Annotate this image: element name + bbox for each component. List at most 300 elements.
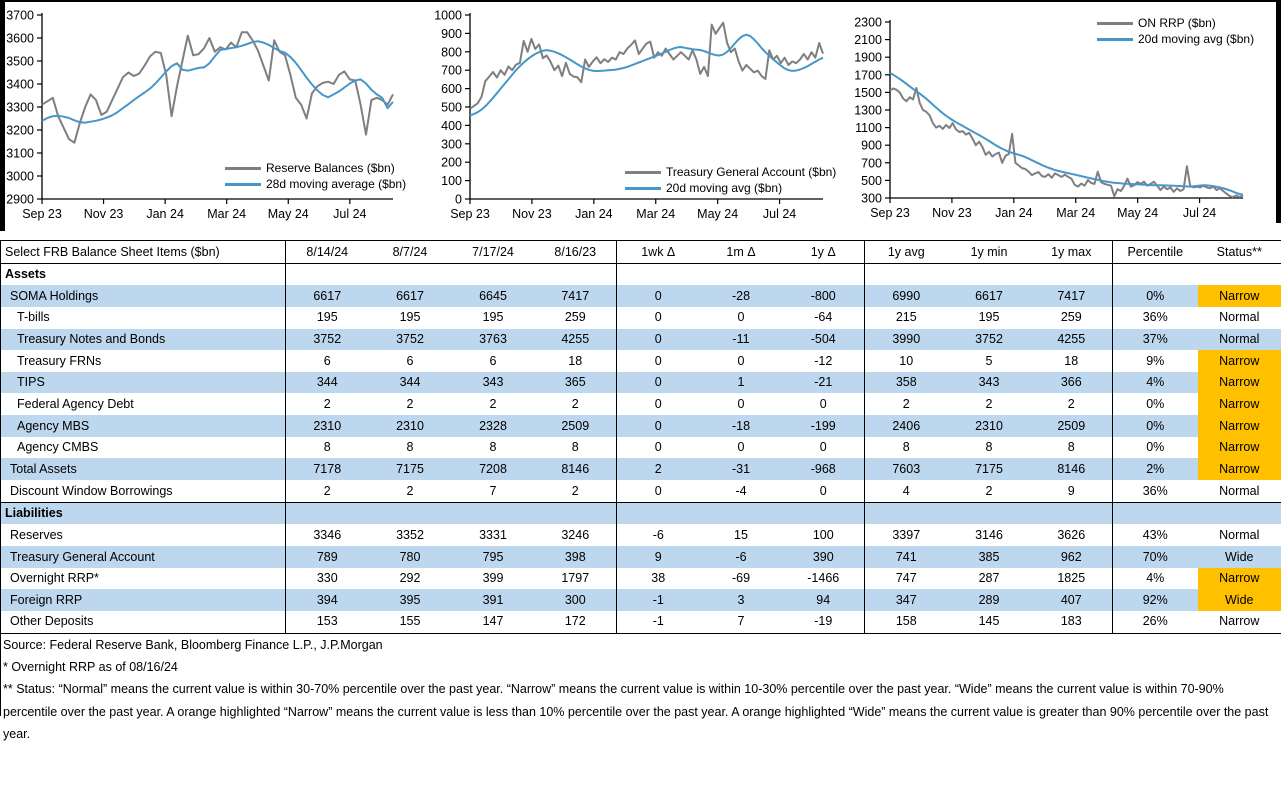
y-tick-label: 1500: [854, 85, 882, 100]
x-tick-label: Jul 24: [1182, 206, 1217, 220]
value-cell: -1: [617, 589, 700, 611]
footnote-left-border: [0, 630, 1, 716]
value-cell: 2: [286, 393, 369, 415]
status-cell: Narrow: [1198, 415, 1281, 437]
chart-legend: [1097, 15, 1254, 47]
table-row: [1, 393, 1281, 415]
value-cell: 147: [482, 614, 504, 629]
y-tick-label: 2900: [6, 192, 34, 207]
value-cell: 398: [564, 549, 586, 564]
value-cell: 37%: [1113, 329, 1198, 351]
legend-label: Reserve Balances ($bn): [266, 161, 395, 175]
x-tick-label: Nov 23: [932, 206, 972, 220]
status-cell: Narrow: [1198, 285, 1281, 307]
legend-line-swatch: [625, 171, 661, 174]
value-cell: 390: [812, 549, 834, 564]
row-label-cell: Overnight RRP*: [10, 571, 99, 586]
value-cell: 259: [564, 310, 586, 325]
value-cell: -19: [814, 614, 833, 629]
y-tick-label: 0: [455, 192, 462, 207]
value-cell: 8: [865, 437, 948, 459]
value-cell: 0: [617, 372, 700, 394]
series-line-blue: [42, 41, 393, 122]
value-cell: 15: [734, 527, 748, 542]
legend-label: 20d moving avg ($bn): [1138, 32, 1255, 46]
y-tick-label: 500: [441, 100, 462, 115]
table-row: [1, 546, 1281, 568]
value-cell: 0%: [1113, 415, 1198, 437]
x-tick-label: Sep 23: [870, 206, 910, 220]
value-cell: 7417: [561, 288, 590, 303]
status-cell: Normal: [1219, 310, 1260, 325]
table-row: [1, 568, 1281, 590]
value-cell: -4: [735, 483, 747, 498]
value-cell: 747: [865, 568, 948, 590]
y-tick-label: 500: [861, 173, 882, 188]
x-tick-label: May 24: [267, 207, 309, 221]
value-cell: 300: [564, 592, 586, 607]
value-cell: 92%: [1113, 589, 1198, 611]
value-cell: 2406: [865, 415, 948, 437]
value-cell: 962: [1060, 549, 1082, 564]
value-cell: 195: [286, 307, 369, 329]
y-tick-label: 700: [441, 63, 462, 78]
value-cell: -18: [731, 418, 751, 433]
value-cell: [369, 502, 452, 524]
value-cell: [1113, 263, 1198, 285]
y-tick-label: 300: [441, 137, 462, 152]
value-cell: 344: [399, 375, 421, 390]
value-cell: 6990: [865, 285, 948, 307]
value-cell: 2: [1067, 397, 1075, 412]
y-tick-label: 3200: [6, 123, 34, 138]
y-tick-label: 1300: [854, 103, 882, 118]
value-cell: 395: [399, 592, 421, 607]
value-cell: 43%: [1113, 524, 1198, 546]
value-cell: 2509: [561, 418, 590, 433]
value-cell: -504: [810, 332, 836, 347]
value-cell: [617, 502, 700, 524]
value-cell: 292: [399, 571, 421, 586]
balance-sheet-table-wrap: [0, 240, 1281, 634]
table-row: [1, 285, 1281, 307]
status-cell: Narrow: [1198, 350, 1281, 372]
x-tick-label: Sep 23: [450, 207, 490, 221]
value-cell: 7175: [975, 461, 1003, 476]
value-cell: 4%: [1113, 372, 1198, 394]
value-cell: 153: [286, 611, 369, 633]
status-definition-footnote: ** Status: “Normal” means the current value is within 30-70% percentile over the past year. “Narrow” means the current value is within 10-30% percentile over the past year. “Wide” means the current value is within 70-90% percentile over the past year. A orange highlighted “Narrow” means the current value is less than 10% percentile over the past year. A orange highlighted “Wide” means the current value is greater than 90% percentile over the past year.: [3, 682, 1269, 741]
value-cell: 195: [978, 310, 1000, 325]
column-header: Percentile: [1113, 241, 1198, 264]
value-cell: 7208: [479, 461, 507, 476]
status-cell: Wide: [1225, 549, 1254, 564]
value-cell: [700, 502, 783, 524]
legend-item: [225, 160, 406, 176]
value-cell: 0: [737, 397, 745, 412]
chart-legend: [225, 160, 406, 192]
value-cell: [948, 263, 1031, 285]
value-cell: [452, 263, 535, 285]
column-header: 1wk Δ: [617, 241, 700, 264]
legend-line-swatch: [225, 183, 261, 186]
table-title: Select FRB Balance Sheet Items ($bn): [1, 241, 286, 264]
series-line-gray: [470, 23, 823, 109]
value-cell: 9: [1067, 483, 1075, 498]
legend-line-swatch: [1097, 38, 1133, 41]
y-tick-label: 200: [441, 155, 462, 170]
column-header: 1y max: [1031, 241, 1113, 264]
value-cell: 36%: [1113, 307, 1198, 329]
row-label-cell: SOMA Holdings: [10, 288, 99, 303]
value-cell: 183: [1060, 614, 1082, 629]
value-cell: [700, 263, 783, 285]
legend-label: Treasury General Account ($bn): [666, 165, 837, 179]
value-cell: 795: [482, 549, 504, 564]
value-cell: 2310: [975, 418, 1003, 433]
table-row: [1, 502, 1281, 524]
value-cell: 0: [819, 483, 827, 498]
status-cell: Normal: [1219, 527, 1260, 542]
status-cell: Narrow: [1198, 393, 1281, 415]
y-tick-label: 3000: [6, 169, 34, 184]
value-cell: -968: [810, 461, 836, 476]
value-cell: 3763: [479, 332, 507, 347]
value-cell: 287: [978, 571, 1000, 586]
value-cell: 6617: [286, 285, 369, 307]
value-cell: 36%: [1113, 480, 1198, 502]
value-cell: 2: [489, 397, 497, 412]
value-cell: 2%: [1113, 458, 1198, 480]
value-cell: 3752: [286, 329, 369, 351]
y-tick-label: 2100: [854, 33, 882, 48]
value-cell: 26%: [1113, 611, 1198, 633]
table-row: [1, 589, 1281, 611]
value-cell: [452, 502, 535, 524]
value-cell: 94: [816, 592, 831, 607]
table-row: [1, 329, 1281, 351]
value-cell: [783, 502, 865, 524]
row-label-cell: Other Deposits: [10, 614, 94, 629]
column-header: 7/17/24: [452, 241, 535, 264]
table-row: [1, 524, 1281, 546]
value-cell: 2310: [286, 415, 369, 437]
treasury-general-account-chart: [430, 0, 860, 240]
y-tick-label: 300: [861, 191, 882, 206]
value-cell: 344: [286, 372, 369, 394]
value-cell: 2: [286, 480, 369, 502]
value-cell: 172: [564, 614, 586, 629]
y-tick-label: 3400: [6, 77, 34, 92]
value-cell: 4255: [561, 332, 590, 347]
table-header-row: [1, 241, 1281, 264]
value-cell: 391: [482, 592, 504, 607]
value-cell: [1031, 263, 1113, 285]
value-cell: 741: [865, 546, 948, 568]
value-cell: -12: [814, 353, 833, 368]
row-label-cell: Agency CMBS: [17, 440, 99, 455]
value-cell: 0%: [1113, 285, 1198, 307]
value-cell: -6: [735, 549, 747, 564]
x-tick-label: May 24: [1117, 206, 1159, 220]
value-cell: 7175: [396, 461, 424, 476]
legend-line-swatch: [225, 167, 261, 170]
value-cell: 6: [489, 353, 497, 368]
column-header: 8/7/24: [369, 241, 452, 264]
value-cell: 9: [617, 546, 700, 568]
value-cell: 780: [399, 549, 421, 564]
value-cell: [535, 502, 617, 524]
value-cell: 366: [1060, 375, 1082, 390]
legend-item: [625, 164, 836, 180]
y-tick-label: 900: [441, 26, 462, 41]
value-cell: 8: [489, 440, 497, 455]
status-cell: [1198, 502, 1281, 524]
status-cell: Narrow: [1198, 372, 1281, 394]
value-cell: 3331: [479, 527, 507, 542]
legend-item: [625, 180, 836, 196]
value-cell: 3346: [286, 524, 369, 546]
value-cell: 0: [617, 480, 700, 502]
value-cell: [1113, 502, 1198, 524]
value-cell: 18: [1064, 353, 1079, 368]
value-cell: 0%: [1113, 393, 1198, 415]
value-cell: 195: [399, 310, 421, 325]
chart-plot-0: [0, 0, 430, 240]
table-row: [1, 458, 1281, 480]
value-cell: 0: [737, 353, 745, 368]
row-label-cell: Discount Window Borrowings: [10, 483, 173, 498]
value-cell: 0: [737, 310, 745, 325]
value-cell: -21: [814, 375, 833, 390]
y-tick-label: 3300: [6, 100, 34, 115]
value-cell: 330: [286, 568, 369, 590]
x-tick-label: Mar 24: [207, 207, 247, 221]
value-cell: 6645: [479, 288, 507, 303]
value-cell: 3990: [865, 329, 948, 351]
x-tick-label: Mar 24: [636, 207, 676, 221]
value-cell: -11: [732, 332, 750, 347]
status-cell: Normal: [1219, 332, 1260, 347]
value-cell: 289: [978, 592, 1000, 607]
value-cell: -199: [810, 418, 836, 433]
x-tick-label: Nov 23: [512, 207, 552, 221]
y-tick-label: 3500: [6, 54, 34, 69]
value-cell: 2: [571, 483, 579, 498]
value-cell: 5: [985, 353, 993, 368]
y-tick-label: 3600: [6, 31, 34, 46]
value-cell: 0: [617, 307, 700, 329]
y-tick-label: 100: [441, 174, 462, 189]
value-cell: 2: [617, 458, 700, 480]
column-header: 1m Δ: [700, 241, 783, 264]
value-cell: 6: [286, 350, 369, 372]
value-cell: 0: [617, 437, 700, 459]
value-cell: 4%: [1113, 568, 1198, 590]
value-cell: -1: [617, 611, 700, 633]
value-cell: 1825: [1057, 571, 1086, 586]
value-cell: 0: [617, 285, 700, 307]
table-row: [1, 307, 1281, 329]
y-tick-label: 1900: [854, 50, 882, 65]
value-cell: 2: [406, 397, 414, 412]
value-cell: 3: [737, 592, 745, 607]
value-cell: 7: [737, 614, 745, 629]
series-line-gray: [42, 32, 393, 142]
value-cell: 343: [978, 375, 1000, 390]
value-cell: 385: [978, 549, 1000, 564]
value-cell: 789: [286, 546, 369, 568]
status-cell: Normal: [1219, 483, 1260, 498]
value-cell: 2310: [396, 418, 424, 433]
legend-label: ON RRP ($bn): [1138, 16, 1216, 30]
column-header: 8/14/24: [286, 241, 369, 264]
row-label-cell: Foreign RRP: [10, 592, 83, 607]
row-label-cell: Federal Agency Debt: [17, 397, 134, 412]
value-cell: 8: [571, 440, 579, 455]
value-cell: 259: [1060, 310, 1082, 325]
value-cell: 2328: [479, 418, 507, 433]
value-cell: 18: [568, 353, 583, 368]
value-cell: [948, 502, 1031, 524]
row-label-cell: Treasury FRNs: [17, 353, 102, 368]
value-cell: 2: [865, 393, 948, 415]
value-cell: 343: [482, 375, 504, 390]
legend-line-swatch: [625, 187, 661, 190]
y-tick-label: 3100: [6, 146, 34, 161]
value-cell: [783, 263, 865, 285]
value-cell: [1031, 502, 1113, 524]
value-cell: 215: [865, 307, 948, 329]
value-cell: -800: [810, 288, 836, 303]
balance-sheet-table: [0, 240, 1281, 634]
on-rrp-chart: [850, 0, 1281, 240]
column-header: 1y avg: [865, 241, 948, 264]
y-tick-label: 1700: [854, 68, 882, 83]
column-header: 1y min: [948, 241, 1031, 264]
y-tick-label: 600: [441, 82, 462, 97]
legend-line-swatch: [1097, 22, 1133, 25]
legend-item: [225, 176, 406, 192]
value-cell: 4255: [1057, 332, 1086, 347]
legend-label: 28d moving average ($bn): [266, 177, 407, 191]
table-row: [1, 263, 1281, 285]
value-cell: 8: [286, 437, 369, 459]
value-cell: [865, 263, 948, 285]
value-cell: -6: [617, 524, 700, 546]
value-cell: 70%: [1113, 546, 1198, 568]
x-tick-label: Jan 24: [575, 207, 613, 221]
table-row: [1, 415, 1281, 437]
value-cell: 6617: [396, 288, 424, 303]
value-cell: 7417: [1057, 288, 1086, 303]
value-cell: 100: [812, 527, 834, 542]
value-cell: [369, 263, 452, 285]
row-label-cell: Agency MBS: [17, 418, 90, 433]
chart-plot-1: [430, 0, 860, 240]
y-tick-label: 900: [861, 138, 882, 153]
value-cell: 347: [865, 589, 948, 611]
row-label-cell: TIPS: [17, 375, 45, 390]
row-label-cell: Reserves: [10, 527, 63, 542]
y-tick-label: 3700: [6, 8, 34, 23]
value-cell: 195: [482, 310, 504, 325]
value-cell: 407: [1060, 592, 1082, 607]
x-tick-label: Sep 23: [22, 207, 62, 221]
value-cell: 3146: [975, 527, 1003, 542]
table-row: [1, 611, 1281, 633]
value-cell: 7: [489, 483, 497, 498]
x-tick-label: May 24: [697, 207, 739, 221]
table-row: [1, 372, 1281, 394]
value-cell: 2509: [1057, 418, 1086, 433]
column-header: 1y Δ: [783, 241, 865, 264]
value-cell: 394: [286, 589, 369, 611]
table-row: [1, 480, 1281, 502]
status-cell: Narrow: [1198, 458, 1281, 480]
value-cell: 8: [985, 440, 993, 455]
legend-item: [1097, 31, 1254, 47]
value-cell: [865, 502, 948, 524]
reserve-balances-chart: [0, 0, 430, 240]
legend-label: 20d moving avg ($bn): [666, 181, 783, 195]
value-cell: 0: [617, 350, 700, 372]
value-cell: 8146: [1057, 461, 1086, 476]
column-header: Status**: [1198, 241, 1281, 264]
y-tick-label: 2300: [854, 15, 882, 30]
value-cell: 0: [617, 393, 700, 415]
value-cell: 9%: [1113, 350, 1198, 372]
value-cell: 2: [571, 397, 579, 412]
value-cell: 4: [865, 480, 948, 502]
row-label-cell: Total Assets: [10, 461, 77, 476]
value-cell: -69: [731, 571, 751, 586]
value-cell: 155: [399, 614, 421, 629]
chart-legend: [625, 164, 836, 196]
series-line-gray: [890, 88, 1243, 197]
value-cell: 399: [482, 571, 504, 586]
value-cell: 158: [865, 611, 948, 633]
y-tick-label: 700: [861, 156, 882, 171]
value-cell: 0: [737, 440, 745, 455]
x-tick-label: Jul 24: [333, 207, 367, 221]
legend-item: [1097, 15, 1254, 31]
value-cell: 1: [737, 375, 745, 390]
status-cell: Narrow: [1198, 568, 1281, 590]
x-tick-label: Jul 24: [762, 207, 797, 221]
value-cell: -1466: [807, 571, 840, 586]
value-cell: 6617: [975, 288, 1003, 303]
value-cell: 365: [564, 375, 586, 390]
value-cell: 6: [406, 353, 414, 368]
row-label-cell: Liabilities: [1, 502, 286, 524]
column-header: 8/16/23: [535, 241, 617, 264]
value-cell: 10: [865, 350, 948, 372]
source-note: Source: Federal Reserve Bank, Bloomberg Finance L.P., J.P.Morgan: [3, 638, 383, 652]
value-cell: 0: [617, 415, 700, 437]
value-cell: 3397: [865, 524, 948, 546]
x-tick-label: Nov 23: [83, 207, 124, 221]
value-cell: 0%: [1113, 437, 1198, 459]
value-cell: 3626: [1057, 527, 1086, 542]
y-tick-label: 1100: [855, 121, 882, 136]
value-cell: 3752: [975, 332, 1003, 347]
status-cell: [1198, 263, 1281, 285]
x-tick-label: Jan 24: [146, 207, 184, 221]
status-cell: Narrow: [1198, 437, 1281, 459]
value-cell: 145: [978, 614, 1000, 629]
value-cell: 7603: [865, 458, 948, 480]
